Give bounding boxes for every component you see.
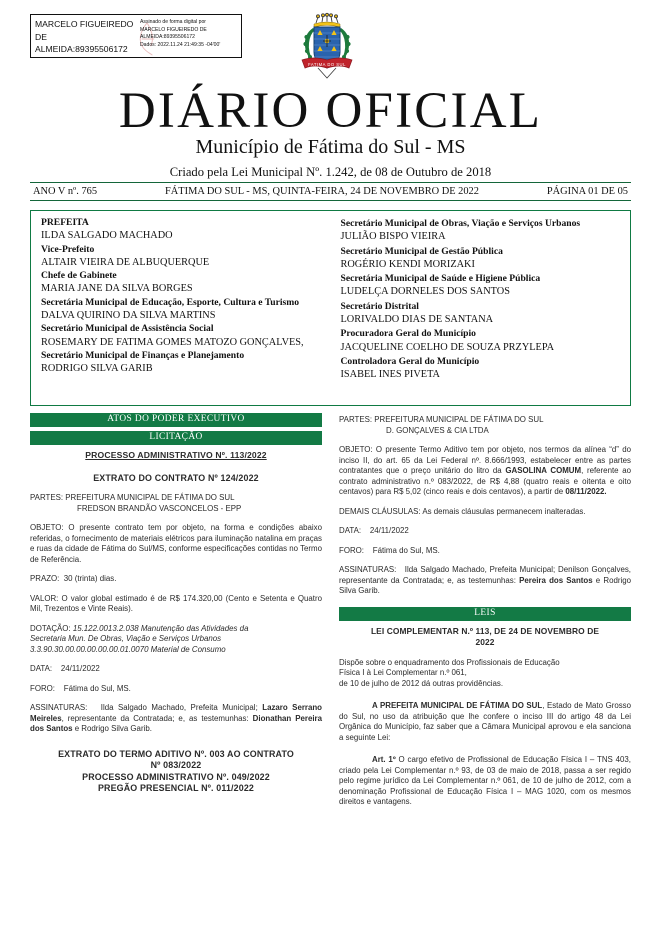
lei-preambulo-authority: A PREFEITA MUNICIPAL DE FÁTIMA DO SUL (372, 701, 543, 710)
assinaturas-signer-1: Ilda Salgado Machado, Prefeita Municipal; (100, 703, 258, 712)
objeto-paragraph (339, 445, 631, 498)
section-banner-leis: LEIS (339, 607, 631, 621)
gazette-subtitle: Município de Fátima do Sul - MS (195, 136, 466, 158)
officials-column-left (31, 216, 331, 405)
digital-signature-box (30, 14, 242, 58)
lei-title (339, 626, 631, 649)
objeto-label: OBJETO: (339, 445, 373, 454)
lei-complementar-113 (339, 626, 631, 808)
partes-contratante: PREFEITURA MUNICIPAL DE FÁTIMA DO SUL (65, 493, 235, 502)
data-value: 24/11/2022 (369, 526, 409, 535)
demais-clausulas-paragraph (339, 507, 631, 518)
processo-administrativo-heading: PROCESSO ADMINISTRATIVO Nº. 113/2022 (85, 450, 267, 460)
lei-preambulo-text: , Estado de Mato Grosso do Sul, no uso da atribuição que lhe confere o inciso III do artigo 48 da Lei Orgânica do Município, faz saber que a Câmara Municipal aprovou e ela sanciona a seguinte Lei: (339, 701, 631, 742)
aditivo-heading-line-2: Nº 083/2022 (150, 760, 202, 771)
signature-meta-line-2: MARCELO FIGUEIREDO DE (140, 26, 207, 33)
signature-metadata (137, 15, 241, 57)
section-banner-licitacao: LICITAÇÃO (30, 431, 322, 445)
official-name: MARIA JANE DA SILVA BORGES (41, 283, 193, 295)
lei-ementa-line-3: de 10 de julho de 2012 dá outras providências. (339, 678, 504, 688)
body-column-left (30, 413, 322, 923)
objeto-product: GASOLINA COMUM (505, 466, 582, 475)
official-name: ROGÉRIO KENDI MORIZAKI (340, 258, 475, 270)
objeto-effective-date: 08/11/2022. (565, 487, 607, 496)
issue-info-bar (30, 182, 631, 201)
official-role: Secretário Municipal de Obras, Viação e Serviços Urbanos (340, 218, 581, 229)
official-role: Vice-Prefeito (41, 243, 95, 255)
official-role: Secretário Municipal de Gestão Pública (340, 245, 503, 257)
official-role: Chefe de Gabinete (41, 270, 117, 282)
lei-preambulo (339, 701, 631, 743)
assinaturas-paragraph (30, 703, 322, 735)
assinaturas-witness-1: Dionathan Pereira dos Santos (30, 713, 322, 733)
assinaturas-paragraph (339, 565, 631, 597)
official-role: Secretário Distrital (340, 300, 419, 312)
official-name: ILDA SALGADO MACHADO (41, 230, 173, 242)
official-role: Secretária Municipal de Saúde e Higiene Pública (340, 273, 541, 285)
foro-label: FORO: (339, 545, 364, 555)
issue-place-date: FÁTIMA DO SUL - MS, QUINTA-FEIRA, 24 DE NOVEMBRO DE 2022 (164, 186, 479, 197)
official-role: Secretário Municipal de Assistência Social (41, 323, 214, 335)
prazo-paragraph (30, 574, 322, 585)
foro-paragraph (30, 684, 322, 695)
foro-value: Fátima do Sul, MS. (372, 545, 440, 555)
assinaturas-signers: Ilda Salgado Machado, Prefeita Municipal; Denilson Gonçalves, representante da Contratada; e, as testemunhas: (339, 565, 631, 585)
foro-value: Fátima do Sul, MS. (63, 683, 131, 693)
prazo-label: PRAZO: (30, 574, 60, 583)
signature-name-line-3: ALMEIDA:89395506172 (35, 44, 128, 55)
lei-title-line-1: LEI COMPLEMENTAR N.º 113, DE 24 DE NOVEMBRO DE (370, 625, 600, 636)
gazette-created-law: Criado pela Lei Municipal Nº. 1.242, de 08 de Outubro de 2018 (169, 165, 492, 179)
partes-paragraph (30, 493, 322, 504)
signature-meta-line-4: Dados: 2022.11.24 21:49:35 -04'00' (140, 41, 221, 48)
lei-artigo-1 (339, 755, 631, 808)
official-role: PREFEITA (41, 217, 89, 228)
foro-label: FORO: (30, 683, 55, 693)
dotacao-label: DOTAÇÃO: (30, 623, 71, 633)
section-banner-atos-poder-executivo: ATOS DO PODER EXECUTIVO (30, 413, 322, 427)
lei-ementa (339, 658, 631, 690)
body-column-right (339, 413, 631, 923)
assinaturas-witness-2: e Rodrigo Silva Garib. (339, 575, 632, 595)
objeto-text-part-2: , referente ao contrato administrativo n.º 083/2022, de R$ 4,88 (quatro reais e oitenta e oito centavos) para R$ 5,02 (cinco reais e dois centavos), a partir de (339, 466, 631, 496)
signature-name-line-1: MARCELO FIGUEIREDO (35, 19, 134, 29)
lei-artigo-1-text: O cargo efetivo de Profissional de Educação Física I – TNS 403, criado pela Lei Complementar n.º 93, de 03 de maio de 2018, passa a ser regido pelo regime jurídico da Lei Complementar n.º 061, de 10 de julho de 2012, com a denominação Profissional de Educação Física I – MAG 1020, com os mesmos direitos e vantagens. (339, 755, 631, 806)
partes-label: PARTES: (339, 415, 373, 424)
objeto-text: O presente contrato tem por objeto, na forma e condições abaixo referidas, o fornecimento de materiais elétricos para iluminação natalina em praças e ruas da cidade de Fátima do Sul/MS, conforme especificações contidas no Termo de Referência. (30, 523, 322, 564)
official-role: Procuradora Geral do Município (340, 328, 476, 340)
signature-meta-line-1: Assinado de forma digital por (140, 19, 206, 25)
dotacao-line-1: 15.122.0013.2.038 Manutenção das Atividades da (72, 623, 249, 633)
valor-label: VALOR: (30, 593, 59, 603)
assinaturas-witness-1: Pereira dos Santos (519, 575, 593, 585)
partes-contratada: FREDSON BRANDÃO VASCONCELOS - EPP (77, 503, 242, 513)
signature-name-line-2: DE (35, 31, 47, 42)
official-name: ALTAIR VIEIRA DE ALBUQUERQUE (41, 256, 210, 268)
issue-year-number: ANO V nº. 765 (33, 186, 98, 197)
signature-signer-name (31, 15, 137, 57)
assinaturas-label: ASSINATURAS: (339, 565, 397, 574)
official-name: DALVA QUIRINO DA SILVA MARTINS (41, 310, 216, 322)
official-name: ISABEL INES PIVETA (340, 369, 440, 381)
foro-paragraph (339, 546, 631, 557)
data-value: 24/11/2022 (60, 664, 100, 673)
assinaturas-signer-2: Lazaro Serrano Meireles (30, 703, 323, 723)
demais-clausulas-label: DEMAIS CLÁUSULAS: (339, 506, 421, 516)
termo-aditivo-details (339, 415, 631, 597)
termo-aditivo-notice-003 (30, 749, 322, 795)
aditivo-heading-line-4: PREGÃO PRESENCIAL Nº. 011/2022 (97, 783, 255, 794)
gazette-title: DIÁRIO OFICIAL (118, 83, 543, 139)
prazo-value: 30 (trinta) dias. (63, 574, 117, 583)
aditivo-heading-line-3: PROCESSO ADMINISTRATIVO Nº. 049/2022 (82, 771, 270, 782)
valor-paragraph (30, 594, 322, 615)
official-name: LORIVALDO DIAS DE SANTANA (340, 314, 494, 326)
partes-label: PARTES: (30, 493, 64, 502)
lei-artigo-1-label: Art. 1º (372, 755, 396, 764)
page-indicator: PÁGINA 01 DE 05 (546, 186, 628, 197)
data-label: DATA: (30, 664, 53, 673)
contract-notice-124 (30, 449, 322, 735)
objeto-label: OBJETO: (30, 523, 64, 532)
lei-title-line-2: 2022 (475, 637, 495, 647)
objeto-paragraph (30, 523, 322, 565)
signature-meta-line-3: ALMEIDA:89395506172 (140, 34, 195, 41)
official-role: Secretária Municipal de Educação, Esporte, Cultura e Turismo (41, 296, 300, 308)
data-paragraph (339, 526, 631, 537)
objeto-text-part-1: O presente Termo Aditivo tem por objeto, nos termos da alínea “d” do inciso II, do art. 65 da Lei Federal nº. 8.666/1993, estabelecer entre as partes contratantes que o preço unitário do litro da (339, 445, 631, 475)
data-label: DATA: (339, 526, 362, 535)
extrato-contrato-heading: EXTRATO DO CONTRATO Nº 124/2022 (93, 473, 259, 483)
official-name: ROSEMARY DE FATIMA GOMES MATOZO GONÇALVES, (41, 336, 304, 348)
official-name: JACQUELINE COELHO DE SOUZA PRZYLEPA (340, 341, 555, 353)
official-name: JULIÃO BISPO VIEIRA (340, 231, 446, 243)
official-role: Secretário Municipal de Finanças e Planejamento (41, 350, 245, 362)
data-paragraph (30, 664, 322, 675)
dotacao-line-2: Secretaria Mun. De Obras, Viação e Serviços Urbanos (30, 634, 222, 643)
official-name: LUDELÇA DORNELES DOS SANTOS (340, 286, 510, 298)
municipal-coat-of-arms-icon (296, 10, 358, 84)
publication-body (30, 413, 631, 923)
partes-paragraph (339, 415, 631, 426)
municipal-officials-box (30, 210, 631, 406)
officials-column-right (331, 216, 631, 405)
dotacao-line-3: 3.3.90.30.00.00.00.00.00.01.0070 Material de Consumo (30, 644, 226, 654)
official-role: Controladora Geral do Município (340, 356, 480, 368)
assinaturas-label: ASSINATURAS: (30, 703, 88, 712)
dotacao-paragraph (30, 624, 322, 656)
lei-ementa-line-2: Física I à Lei Complementar n.º 061, (339, 668, 467, 677)
partes-contratada: D. GONÇALVES & CIA LTDA (386, 425, 489, 435)
aditivo-heading (30, 749, 322, 795)
assinaturas-connector: , representante da Contratada; e, as testemunhas: (61, 713, 253, 723)
valor-text: O valor global estimado é de R$ 174.320,00 (Cento e Setenta e Quatro Mil, Trezentos e Vinte Reais). (30, 593, 322, 613)
aditivo-heading-line-1: EXTRATO DO TERMO ADITIVO Nº. 003 AO CONTRATO (58, 748, 294, 759)
assinaturas-witness-2: e Rodrigo Silva Garib. (72, 724, 152, 733)
masthead (0, 84, 661, 181)
demais-clausulas-text: As demais cláusulas permanecem inalteradas. (422, 506, 586, 516)
lei-ementa-line-1: Dispõe sobre o enquadramento dos Profissionais de Educação (339, 657, 560, 667)
partes-contratante: PREFEITURA MUNICIPAL DE FÁTIMA DO SUL (374, 415, 544, 424)
official-name: RODRIGO SILVA GARIB (41, 363, 153, 375)
svg-text:FATIMA DO SUL: FATIMA DO SUL (308, 62, 346, 67)
